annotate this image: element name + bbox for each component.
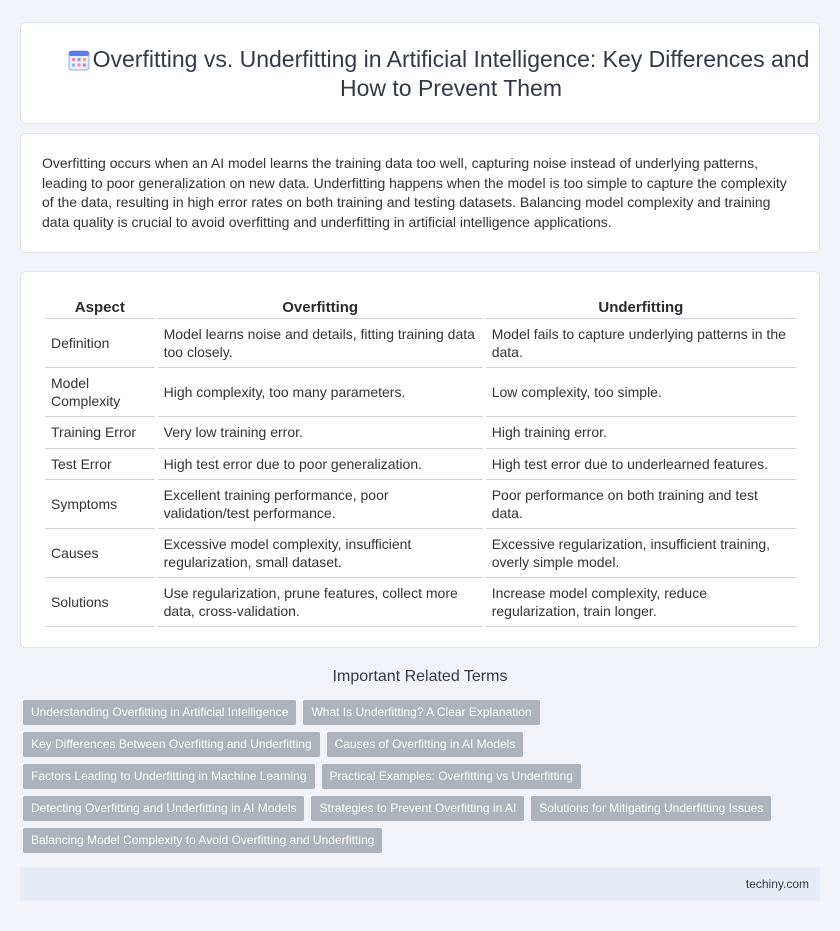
cell-aspect: Solutions (45, 578, 155, 627)
related-term-link[interactable]: Factors Leading to Underfitting in Machine Learning (23, 764, 315, 789)
cell-overfitting: Model learns noise and details, fitting training data too closely. (158, 319, 483, 368)
related-term-link[interactable]: Strategies to Prevent Overfitting in AI (311, 796, 524, 821)
table-row (45, 368, 796, 417)
comparison-table-card (20, 271, 820, 648)
table-row (45, 449, 796, 481)
table-row (45, 480, 796, 529)
related-term-link[interactable]: Practical Examples: Overfitting vs Underfitting (322, 764, 581, 789)
footer-site-link[interactable]: techiny.com (745, 877, 809, 891)
related-terms-title: Important Related Terms (332, 668, 508, 685)
cell-overfitting: Excessive model complexity, insufficient regularization, small dataset. (158, 529, 483, 578)
cell-underfitting: Excessive regularization, insufficient training, overly simple model. (486, 529, 796, 578)
cell-aspect: Training Error (45, 417, 155, 449)
cell-underfitting: High test error due to underlearned features. (486, 449, 796, 481)
table-row (45, 529, 796, 578)
related-term-link[interactable]: Causes of Overfitting in AI Models (327, 732, 524, 757)
related-term-link[interactable]: Understanding Overfitting in Artificial Intelligence (23, 700, 296, 725)
related-term-link[interactable]: Solutions for Mitigating Underfitting Issues (531, 796, 771, 821)
intro-paragraph: Overfitting occurs when an AI model learns the training data too well, capturing noise instead of underlying patterns, leading to poor generalization on new data. Underfitting happens when the model is too simple to capture the complexity of the data, resulting in high error rates on both training and testing datasets. Balancing model complexity and training data quality is crucial to avoid overfitting and underfitting in artificial intelligence applications. (42, 155, 787, 230)
related-terms-list (23, 700, 803, 853)
cell-underfitting: Increase model complexity, reduce regularization, train longer. (486, 578, 796, 627)
header-card (20, 22, 820, 124)
cell-aspect: Causes (45, 529, 155, 578)
cell-underfitting: Low complexity, too simple. (486, 368, 796, 417)
comparison-table (42, 294, 799, 627)
cell-overfitting: Very low training error. (158, 417, 483, 449)
header-aspect: Aspect (45, 294, 155, 319)
header-overfitting: Overfitting (158, 294, 483, 319)
cell-aspect: Symptoms (45, 480, 155, 529)
page-title: Overfitting vs. Underfitting in Artificial Intelligence: Key Differences and How to Prevent Them (92, 46, 810, 101)
cell-aspect: Test Error (45, 449, 155, 481)
header-underfitting: Underfitting (486, 294, 796, 319)
intro-card (20, 133, 820, 253)
table-row (45, 417, 796, 449)
cell-underfitting: Model fails to capture underlying patterns in the data. (486, 319, 796, 368)
cell-underfitting: Poor performance on both training and test data. (486, 480, 796, 529)
cell-aspect: Definition (45, 319, 155, 368)
footer-bar (20, 867, 820, 901)
related-term-link[interactable]: Key Differences Between Overfitting and Underfitting (23, 732, 320, 757)
cell-underfitting: High training error. (486, 417, 796, 449)
cell-overfitting: Excellent training performance, poor validation/test performance. (158, 480, 483, 529)
cell-overfitting: High test error due to poor generalization. (158, 449, 483, 481)
related-term-link[interactable]: Detecting Overfitting and Underfitting in AI Models (23, 796, 304, 821)
calendar-grid-icon (67, 48, 91, 72)
cell-aspect: Model Complexity (45, 368, 155, 417)
cell-overfitting: Use regularization, prune features, collect more data, cross-validation. (158, 578, 483, 627)
related-term-link[interactable]: Balancing Model Complexity to Avoid Overfitting and Underfitting (23, 828, 382, 853)
table-row (45, 319, 796, 368)
table-header-row (45, 294, 796, 319)
related-term-link[interactable]: What Is Underfitting? A Clear Explanation (303, 700, 539, 725)
cell-overfitting: High complexity, too many parameters. (158, 368, 483, 417)
table-row (45, 578, 796, 627)
